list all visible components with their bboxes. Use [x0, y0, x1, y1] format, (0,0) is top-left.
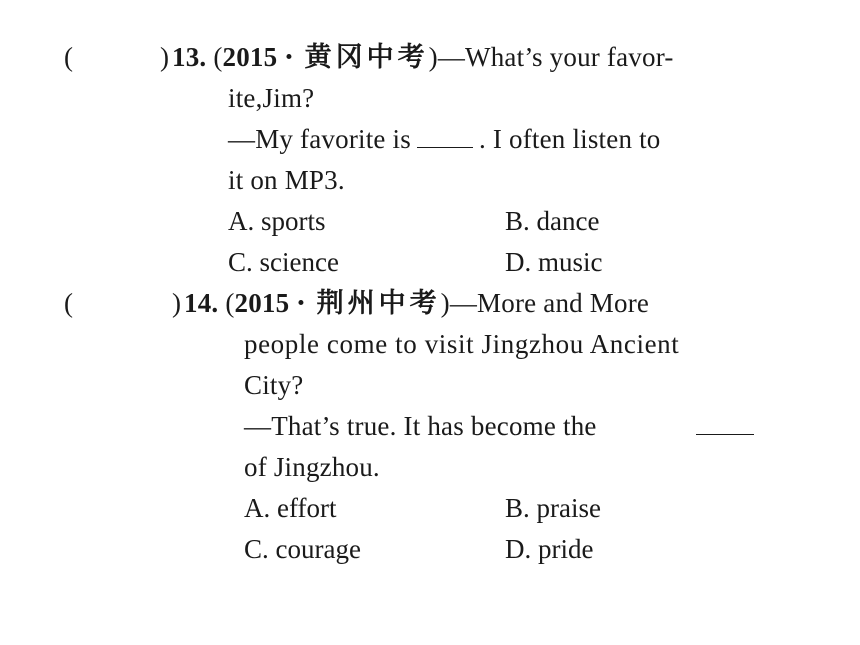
- question-13-line-2: ite,Jim?: [228, 83, 315, 113]
- question-13-line-4: it on MP3.: [228, 165, 345, 195]
- answer-blank: [696, 406, 754, 435]
- option-a: A. effort: [244, 493, 337, 523]
- question-14-line-3: City?: [244, 370, 304, 400]
- option-c: C. courage: [244, 534, 361, 564]
- answer-paren-close: ): [172, 288, 181, 318]
- question-14-line-5: of Jingzhou.: [244, 452, 380, 482]
- answer-paren-open: (: [64, 288, 73, 318]
- question-text: —What’s your favor-: [437, 42, 674, 72]
- question-13-line-3: [228, 119, 754, 160]
- question-14-line-2: people come to visit Jingzhou Ancient: [244, 329, 680, 359]
- question-text: —That’s true. It has become the: [244, 411, 597, 441]
- source-dot: ·: [284, 42, 298, 73]
- question-text: —My favorite is: [228, 124, 411, 154]
- source-paren-open: (: [225, 288, 235, 318]
- question-14-line-1: [184, 283, 754, 324]
- source-paren-open: (: [213, 42, 223, 72]
- question-text: . I often listen to: [478, 124, 661, 154]
- option-b: B. praise: [505, 493, 601, 523]
- answer-blank: [417, 119, 473, 148]
- option-a: A. sports: [228, 206, 326, 236]
- source-paren-close: ): [440, 288, 450, 318]
- question-number: 14.: [184, 288, 219, 318]
- option-c: C. science: [228, 247, 339, 277]
- option-b: B. dance: [505, 206, 600, 236]
- question-number: 13.: [172, 42, 207, 72]
- answer-paren-close: ): [160, 42, 169, 72]
- option-d: D. pride: [505, 534, 594, 564]
- source-exam-name: 黄冈中考: [304, 42, 429, 73]
- source-exam-name: 荆州中考: [316, 288, 441, 319]
- question-14-line-4: [244, 406, 754, 447]
- answer-paren-open: (: [64, 42, 73, 72]
- question-text: —More and More: [449, 288, 650, 318]
- question-13-line-1: [172, 37, 754, 78]
- option-d: D. music: [505, 247, 603, 277]
- source-dot: ·: [296, 288, 310, 319]
- source-year: 2015: [222, 42, 278, 72]
- source-paren-close: ): [428, 42, 438, 72]
- source-year: 2015: [234, 288, 290, 318]
